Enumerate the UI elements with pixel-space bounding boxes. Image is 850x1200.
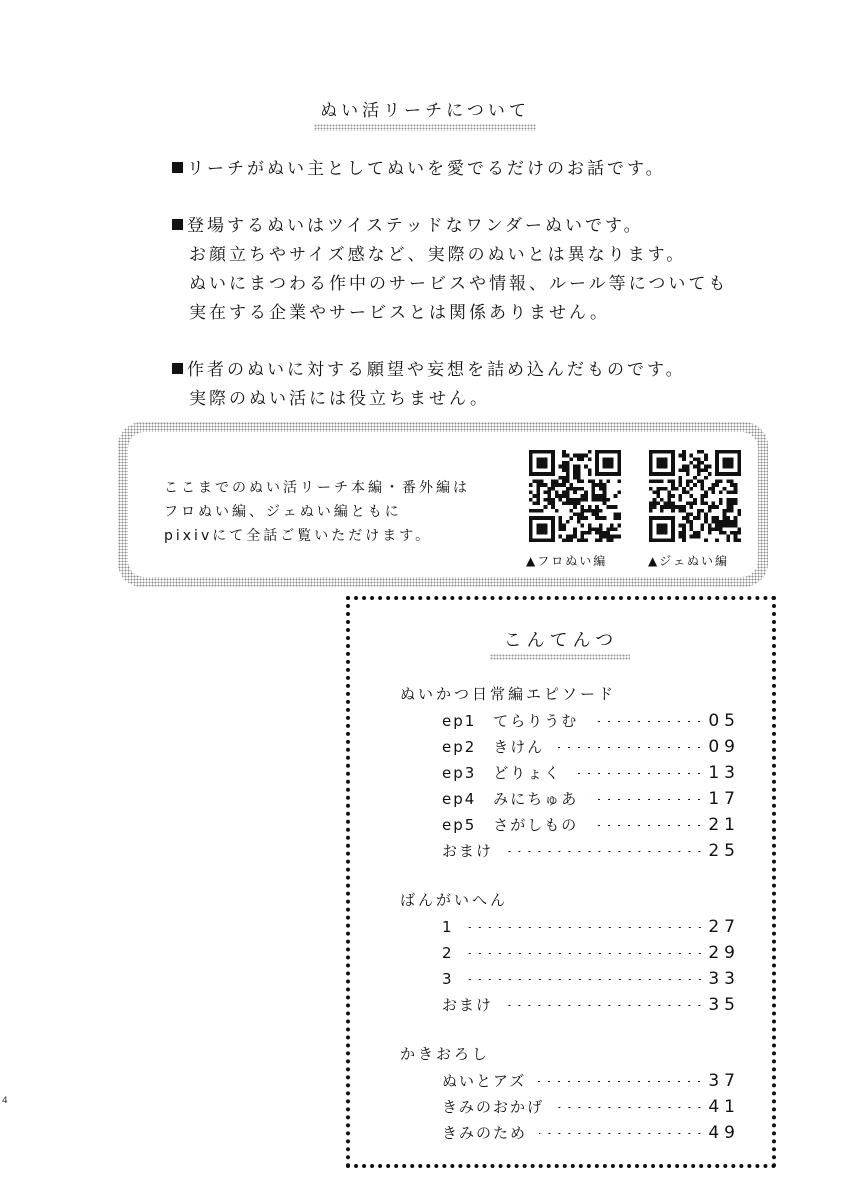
dot-leader [466, 926, 705, 929]
toc-entry[interactable] [400, 838, 740, 864]
qr-code-je-icon[interactable] [649, 450, 741, 542]
page-title: ぬい活リーチについて [320, 101, 530, 121]
note-line: 作者のぬいに対する願望や妄想を詰め込んだものです。 [187, 360, 686, 380]
toc-entry-page: 05 [708, 711, 740, 731]
dot-leader [590, 798, 704, 801]
dot-leader [539, 1132, 704, 1135]
toc-entry-label: おまけ [442, 842, 494, 860]
toc-entry-label: ep3 どりょく [442, 764, 562, 782]
toc-entry-page: 37 [708, 1071, 740, 1091]
toc-entry[interactable] [400, 760, 740, 786]
toc-entry-label: 1 [442, 918, 454, 936]
toc-entry[interactable] [400, 734, 740, 760]
note-line: ぬいにまつわる作中のサービスや情報、ルール等についても [189, 274, 729, 294]
toc-entry-page: 41 [708, 1097, 740, 1117]
toc-section-heading: ばんがいへん [400, 891, 509, 909]
toc-entry-label: おまけ [442, 996, 494, 1014]
toc-entry-page: 13 [708, 763, 740, 783]
toc-section-extra [400, 886, 740, 1018]
toc-entry[interactable] [400, 812, 740, 838]
toc-entry[interactable] [400, 1094, 740, 1120]
toc-entry-page: 29 [708, 943, 740, 963]
toc-entry-page: 21 [708, 815, 740, 835]
toc-entry[interactable] [400, 914, 740, 940]
toc-entry-label: ep1 てらりうむ [442, 712, 579, 730]
bullet-square-icon [172, 219, 183, 230]
toc-entry-page: 27 [708, 917, 740, 937]
toc-entry-label: ぬいとアズ [442, 1072, 527, 1090]
note-line: 実際のぬい活には役立ちません。 [189, 389, 491, 409]
dot-leader [505, 1004, 704, 1007]
toc-entry-label: 2 [442, 944, 454, 962]
dot-leader [505, 850, 704, 853]
note-line: お顔立ちやサイズ感など、実際のぬいとは異なります。 [189, 245, 687, 265]
dot-leader [590, 720, 704, 723]
contents-title: こんてんつ [503, 630, 619, 651]
toc-entry[interactable] [400, 1120, 740, 1146]
toc-entry[interactable] [400, 992, 740, 1018]
title-block [0, 96, 850, 125]
toc-entry-label: きみのおかげ [442, 1098, 545, 1116]
qr-caption-flo: ▲フロぬい編 [526, 554, 608, 568]
note-line: 登場するぬいはツイステッドなワンダーぬいです。 [187, 216, 644, 236]
contents-title-block [350, 626, 772, 652]
toc-entry[interactable] [400, 940, 740, 966]
toc-entry[interactable] [400, 786, 740, 812]
dot-leader [556, 746, 704, 749]
toc-entry-label: 3 [442, 970, 454, 988]
toc-entry-label: きみのため [442, 1124, 528, 1142]
toc-entry[interactable] [400, 708, 740, 734]
toc-entry-page: 35 [708, 995, 740, 1015]
dot-leader [466, 978, 705, 981]
bullet-square-icon [172, 162, 183, 173]
note-line: 実在する企業やサービスとは関係ありません。 [189, 303, 611, 323]
toc-entry-page: 17 [708, 789, 740, 809]
info-text [164, 476, 470, 548]
dot-leader [573, 772, 704, 775]
note-3 [172, 356, 732, 414]
toc-entry-label: ep4 みにちゅあ [442, 790, 579, 808]
toc-section-heading: ぬいかつ日常編エピソード [400, 685, 617, 703]
qr-code-flo-icon[interactable] [529, 450, 621, 542]
toc-entry[interactable] [400, 966, 740, 992]
toc-entry-page: 25 [708, 841, 740, 861]
contents-title-underline [490, 654, 630, 660]
toc-section-main [400, 680, 740, 864]
toc-entry-page: 33 [708, 969, 740, 989]
toc-section-heading: かきおろし [400, 1045, 491, 1063]
toc-entry-label: ep2 きけん [442, 738, 545, 756]
info-line: pixivにて全話ご覧いただけます。 [164, 528, 433, 544]
note-1 [172, 155, 732, 184]
info-line: ここまでのぬい活リーチ本編・番外編は [164, 480, 470, 496]
info-box [118, 422, 768, 587]
toc-section-bonus [400, 1040, 740, 1146]
page-number: 4 [2, 1096, 8, 1106]
note-2 [172, 212, 732, 328]
note-line: リーチがぬい主としてぬいを愛でるだけのお話です。 [187, 159, 666, 179]
dot-leader [590, 824, 704, 827]
dot-leader [556, 1106, 704, 1109]
info-line: フロぬい編、ジェぬい編ともに [164, 504, 402, 520]
toc-entry[interactable] [400, 1068, 740, 1094]
info-box-inner [128, 432, 758, 577]
bullet-square-icon [172, 363, 183, 374]
qr-caption-je: ▲ジェぬい編 [648, 554, 729, 568]
toc-entry-page: 49 [708, 1123, 740, 1143]
contents-box [346, 596, 776, 1168]
dot-leader [538, 1080, 704, 1083]
notes-list [172, 155, 732, 414]
dot-leader [466, 952, 705, 955]
title-underline [314, 124, 536, 131]
toc-entry-label: ep5 さがしもの [442, 816, 579, 834]
toc-entry-page: 09 [708, 737, 740, 757]
